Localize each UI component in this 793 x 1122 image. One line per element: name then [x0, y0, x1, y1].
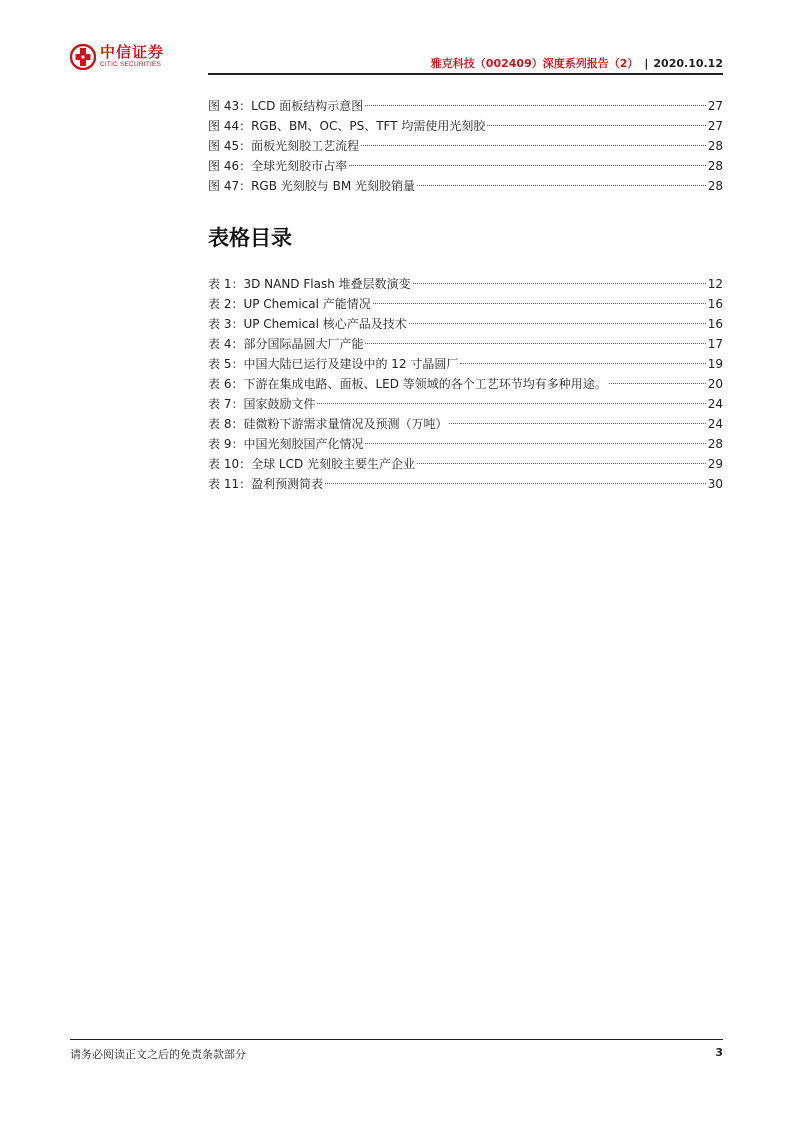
citic-logo-icon — [70, 44, 96, 70]
table-entry-label: 表 9：中国光刻胶国产化情况 — [208, 437, 364, 451]
leader-dots — [325, 482, 706, 484]
table-entry[interactable] — [208, 394, 723, 414]
figure-entry-label: 图 45：面板光刻胶工艺流程 — [208, 139, 360, 153]
report-title: 雅克科技（002409）深度系列报告（2） — [430, 57, 639, 70]
page-number: 3 — [715, 1046, 723, 1059]
figure-entry[interactable] — [208, 176, 723, 196]
table-entry-page: 16 — [707, 297, 723, 311]
table-entry-page: 28 — [707, 437, 723, 451]
table-entry[interactable] — [208, 414, 723, 434]
figure-entry-page: 27 — [707, 119, 723, 133]
table-entry[interactable] — [208, 454, 723, 474]
table-entry-label: 表 3：UP Chemical 核心产品及技术 — [208, 317, 407, 331]
figure-entry-page: 28 — [707, 179, 723, 193]
table-entry-label: 表 6：下游在集成电路、面板、LED 等领域的各个工艺环节均有多种用途。 — [208, 377, 607, 391]
header-divider — [208, 73, 723, 75]
table-entry-label: 表 4：部分国际晶圆大厂产能 — [208, 337, 364, 351]
leader-dots — [417, 462, 706, 464]
table-entry-label: 表 7：国家鼓励文件 — [208, 397, 316, 411]
table-entry[interactable] — [208, 334, 723, 354]
company-logo — [70, 42, 164, 72]
table-entry-page: 24 — [707, 397, 723, 411]
leader-dots — [365, 442, 705, 444]
figure-entry[interactable] — [208, 136, 723, 156]
table-entry-page: 12 — [707, 277, 723, 291]
leader-dots — [413, 282, 706, 284]
table-entry[interactable] — [208, 434, 723, 454]
figure-entry-page: 28 — [707, 159, 723, 173]
leader-dots — [365, 104, 706, 106]
table-entry-page: 19 — [707, 357, 723, 371]
disclaimer-note: 请务必阅读正文之后的免责条款部分 — [70, 1048, 246, 1061]
figure-entry-label: 图 47：RGB 光刻胶与 BM 光刻胶销量 — [208, 179, 415, 193]
figure-entry-label: 图 43：LCD 面板结构示意图 — [208, 99, 364, 113]
table-entry[interactable] — [208, 354, 723, 374]
leader-dots — [460, 362, 705, 364]
figure-entry-label: 图 44：RGB、BM、OC、PS、TFT 均需使用光刻胶 — [208, 119, 486, 133]
figure-entry-label: 图 46：全球光刻胶市占率 — [208, 159, 348, 173]
leader-dots — [317, 402, 705, 404]
footer-divider — [70, 1039, 723, 1040]
figure-list — [208, 96, 723, 196]
table-entry[interactable] — [208, 274, 723, 294]
figure-entry[interactable] — [208, 96, 723, 116]
leader-dots — [409, 322, 706, 324]
header-separator: | — [644, 56, 649, 70]
figure-entry-page: 27 — [707, 99, 723, 113]
leader-dots — [373, 302, 706, 304]
table-entry-page: 30 — [707, 477, 723, 491]
table-entry-page: 16 — [707, 317, 723, 331]
table-entry-label: 表 2：UP Chemical 产能情况 — [208, 297, 371, 311]
leader-dots — [349, 164, 706, 166]
table-entry-page: 17 — [707, 337, 723, 351]
leader-dots — [417, 184, 706, 186]
logo-english-name: CITIC SECURITIES — [100, 61, 161, 69]
report-header — [431, 55, 723, 71]
table-entry[interactable] — [208, 474, 723, 494]
table-entry-label: 表 8：硅微粉下游需求量情况及预测（万吨） — [208, 417, 448, 431]
table-entry[interactable] — [208, 314, 723, 334]
report-date: 2020.10.12 — [653, 56, 723, 70]
table-entry[interactable] — [208, 294, 723, 314]
table-entry-label: 表 11：盈利预测简表 — [208, 477, 324, 491]
table-entry-label: 表 1：3D NAND Flash 堆叠层数演变 — [208, 277, 411, 291]
figure-entry[interactable] — [208, 156, 723, 176]
table-list — [208, 274, 723, 494]
figure-entry[interactable] — [208, 116, 723, 136]
table-entry-page: 29 — [707, 457, 723, 471]
figure-entry-page: 28 — [707, 139, 723, 153]
table-entry-page: 24 — [707, 417, 723, 431]
leader-dots — [609, 382, 706, 384]
leader-dots — [449, 422, 705, 424]
leader-dots — [487, 124, 705, 126]
table-entry-label: 表 5：中国大陆已运行及建设中的 12 寸晶圆厂 — [208, 357, 459, 371]
leader-dots — [365, 342, 705, 344]
leader-dots — [361, 144, 706, 146]
table-entry-page: 20 — [707, 377, 723, 391]
logo-chinese-name: 中信证券 — [100, 43, 165, 62]
table-of-tables-heading: 表格目录 — [208, 226, 292, 250]
table-entry-label: 表 10：全球 LCD 光刻胶主要生产企业 — [208, 457, 416, 471]
table-entry[interactable] — [208, 374, 723, 394]
